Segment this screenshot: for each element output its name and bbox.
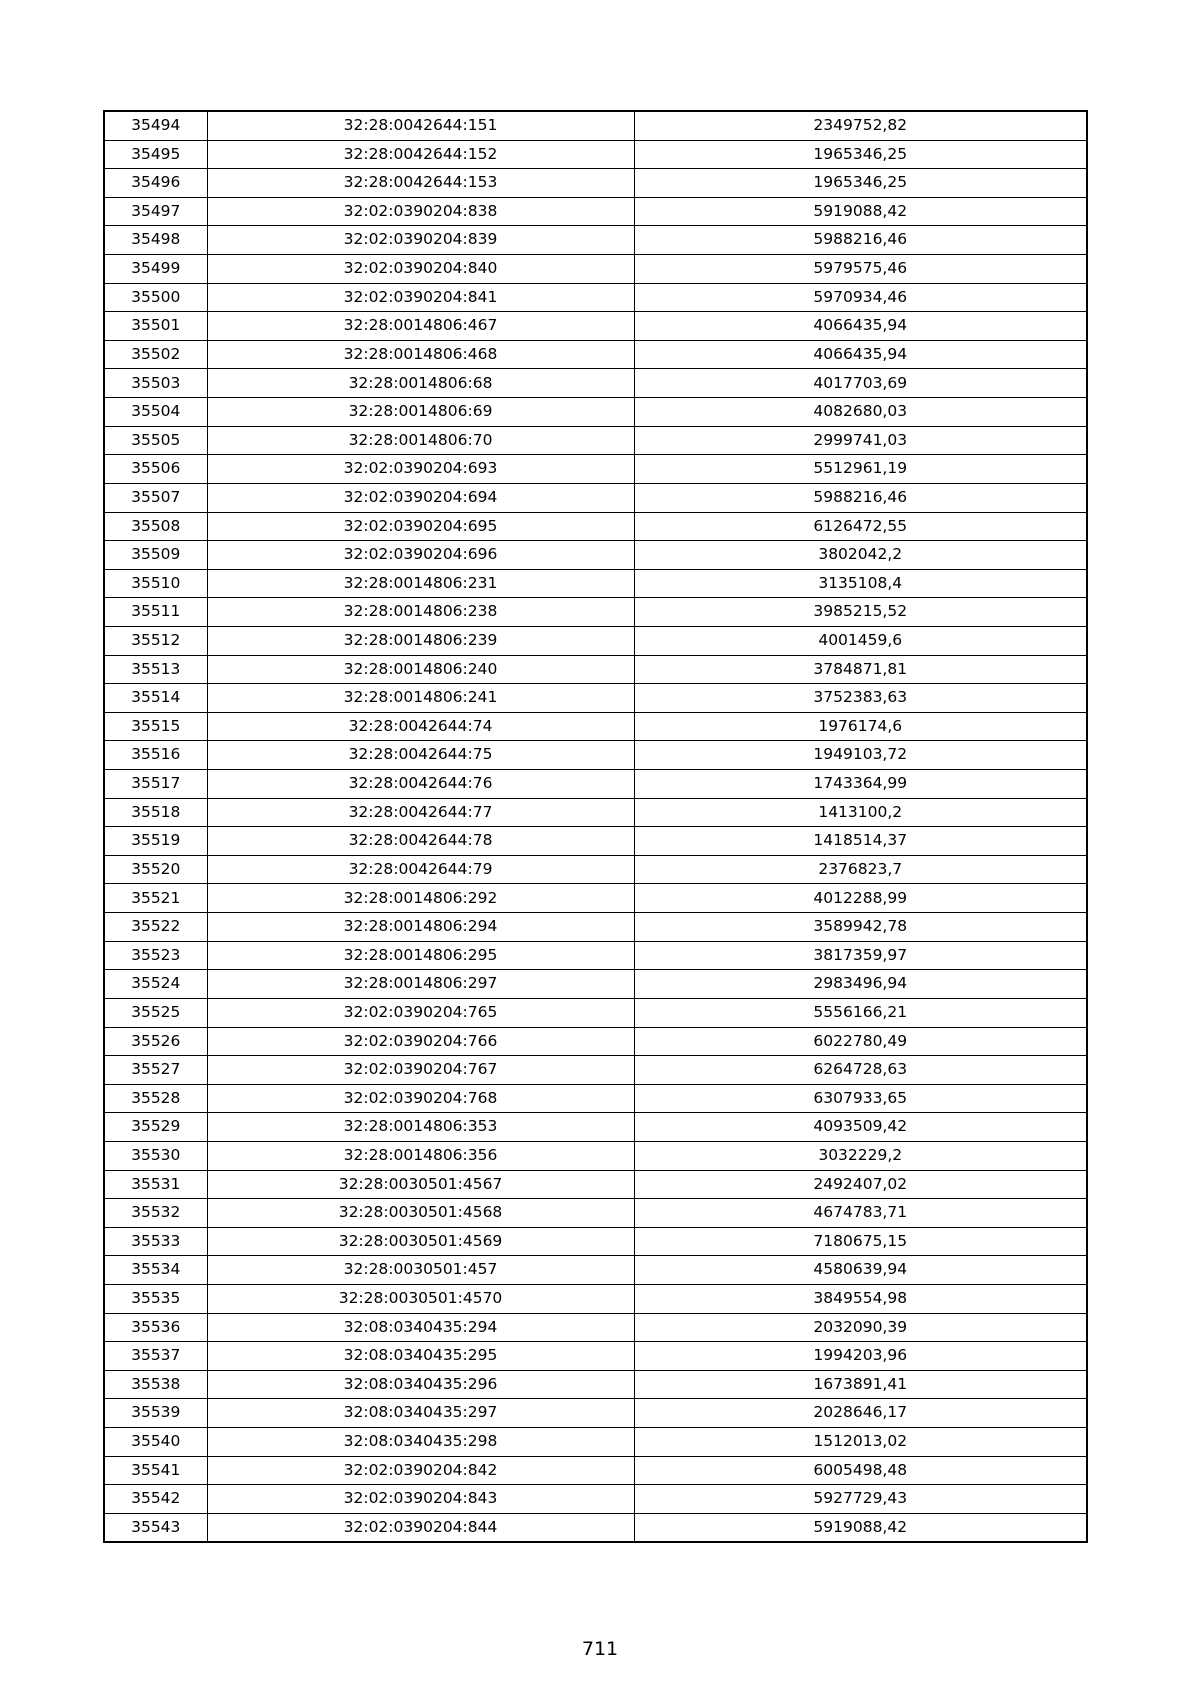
table-row: [104, 1313, 1087, 1342]
cadastral-value-cell: 4017703,69: [634, 369, 1087, 398]
cadastral-number-cell: 32:28:0014806:69: [207, 398, 634, 427]
row-number-cell: 35523: [104, 941, 207, 970]
row-number-cell: 35531: [104, 1170, 207, 1199]
table-row: [104, 283, 1087, 312]
table-row: [104, 1284, 1087, 1313]
table-row: [104, 941, 1087, 970]
cadastral-number-cell: 32:08:0340435:298: [207, 1428, 634, 1457]
cadastral-value-cell: 5919088,42: [634, 1513, 1087, 1542]
cadastral-number-cell: 32:28:0014806:292: [207, 884, 634, 913]
cadastral-value-cell: 4093509,42: [634, 1113, 1087, 1142]
row-number-cell: 35542: [104, 1485, 207, 1514]
cadastral-number-cell: 32:28:0030501:4568: [207, 1199, 634, 1228]
cadastral-value-cell: 1512013,02: [634, 1428, 1087, 1457]
row-number-cell: 35499: [104, 255, 207, 284]
cadastral-value-cell: 4066435,94: [634, 312, 1087, 341]
cadastral-number-cell: 32:02:0390204:696: [207, 541, 634, 570]
cadastral-number-cell: 32:28:0014806:297: [207, 970, 634, 999]
row-number-cell: 35534: [104, 1256, 207, 1285]
row-number-cell: 35516: [104, 741, 207, 770]
cadastral-number-cell: 32:02:0390204:766: [207, 1027, 634, 1056]
cadastral-number-cell: 32:28:0042644:76: [207, 770, 634, 799]
cadastral-value-cell: 5988216,46: [634, 483, 1087, 512]
table-row: [104, 398, 1087, 427]
row-number-cell: 35507: [104, 483, 207, 512]
row-number-cell: 35495: [104, 140, 207, 169]
cadastral-value-table: [103, 110, 1088, 1543]
cadastral-value-cell: 6005498,48: [634, 1456, 1087, 1485]
cadastral-value-cell: 4001459,6: [634, 626, 1087, 655]
table-row: [104, 226, 1087, 255]
cadastral-number-cell: 32:02:0390204:844: [207, 1513, 634, 1542]
table-row: [104, 798, 1087, 827]
table-row: [104, 111, 1087, 140]
cadastral-number-cell: 32:02:0390204:693: [207, 455, 634, 484]
cadastral-number-cell: 32:28:0014806:231: [207, 569, 634, 598]
cadastral-number-cell: 32:28:0014806:68: [207, 369, 634, 398]
cadastral-value-cell: 2349752,82: [634, 111, 1087, 140]
cadastral-number-cell: 32:02:0390204:694: [207, 483, 634, 512]
cadastral-number-cell: 32:28:0014806:295: [207, 941, 634, 970]
table-row: [104, 970, 1087, 999]
table-row: [104, 1370, 1087, 1399]
row-number-cell: 35515: [104, 712, 207, 741]
cadastral-value-cell: 1413100,2: [634, 798, 1087, 827]
cadastral-number-cell: 32:28:0014806:467: [207, 312, 634, 341]
row-number-cell: 35532: [104, 1199, 207, 1228]
cadastral-value-cell: 1965346,25: [634, 169, 1087, 198]
row-number-cell: 35526: [104, 1027, 207, 1056]
row-number-cell: 35518: [104, 798, 207, 827]
cadastral-number-cell: 32:28:0014806:356: [207, 1141, 634, 1170]
cadastral-number-cell: 32:08:0340435:295: [207, 1342, 634, 1371]
row-number-cell: 35530: [104, 1141, 207, 1170]
cadastral-number-cell: 32:28:0014806:70: [207, 426, 634, 455]
row-number-cell: 35520: [104, 855, 207, 884]
cadastral-value-cell: 4674783,71: [634, 1199, 1087, 1228]
cadastral-number-cell: 32:28:0030501:457: [207, 1256, 634, 1285]
table-row: [104, 1342, 1087, 1371]
cadastral-number-cell: 32:28:0042644:77: [207, 798, 634, 827]
row-number-cell: 35511: [104, 598, 207, 627]
table-row: [104, 255, 1087, 284]
row-number-cell: 35529: [104, 1113, 207, 1142]
row-number-cell: 35533: [104, 1227, 207, 1256]
cadastral-value-cell: 3985215,52: [634, 598, 1087, 627]
cadastral-number-cell: 32:28:0042644:78: [207, 827, 634, 856]
cadastral-value-cell: 5988216,46: [634, 226, 1087, 255]
cadastral-value-cell: 1994203,96: [634, 1342, 1087, 1371]
row-number-cell: 35512: [104, 626, 207, 655]
cadastral-number-cell: 32:28:0014806:468: [207, 340, 634, 369]
row-number-cell: 35543: [104, 1513, 207, 1542]
table-row: [104, 1084, 1087, 1113]
cadastral-number-cell: 32:28:0042644:153: [207, 169, 634, 198]
table-row: [104, 1256, 1087, 1285]
cadastral-value-cell: 3135108,4: [634, 569, 1087, 598]
cadastral-number-cell: 32:28:0014806:238: [207, 598, 634, 627]
cadastral-number-cell: 32:28:0030501:4570: [207, 1284, 634, 1313]
cadastral-value-cell: 2028646,17: [634, 1399, 1087, 1428]
table-row: [104, 1113, 1087, 1142]
row-number-cell: 35506: [104, 455, 207, 484]
table-row: [104, 1485, 1087, 1514]
table-row: [104, 827, 1087, 856]
table-row: [104, 426, 1087, 455]
cadastral-value-cell: 5919088,42: [634, 197, 1087, 226]
row-number-cell: 35519: [104, 827, 207, 856]
row-number-cell: 35513: [104, 655, 207, 684]
row-number-cell: 35503: [104, 369, 207, 398]
cadastral-number-cell: 32:02:0390204:840: [207, 255, 634, 284]
cadastral-number-cell: 32:28:0014806:294: [207, 913, 634, 942]
cadastral-value-cell: 4066435,94: [634, 340, 1087, 369]
table-row: [104, 741, 1087, 770]
table-row: [104, 1141, 1087, 1170]
table-row: [104, 684, 1087, 713]
row-number-cell: 35525: [104, 998, 207, 1027]
cadastral-value-cell: 3032229,2: [634, 1141, 1087, 1170]
cadastral-value-cell: 2376823,7: [634, 855, 1087, 884]
table-row: [104, 855, 1087, 884]
cadastral-number-cell: 32:28:0042644:75: [207, 741, 634, 770]
table-row: [104, 1513, 1087, 1542]
table-row: [104, 541, 1087, 570]
row-number-cell: 35514: [104, 684, 207, 713]
cadastral-value-cell: 5927729,43: [634, 1485, 1087, 1514]
page-number: 711: [581, 1638, 619, 1660]
cadastral-value-cell: 3802042,2: [634, 541, 1087, 570]
row-number-cell: 35498: [104, 226, 207, 255]
table-row: [104, 140, 1087, 169]
cadastral-value-cell: 3849554,98: [634, 1284, 1087, 1313]
cadastral-value-cell: 3752383,63: [634, 684, 1087, 713]
row-number-cell: 35502: [104, 340, 207, 369]
row-number-cell: 35539: [104, 1399, 207, 1428]
table-row: [104, 340, 1087, 369]
cadastral-number-cell: 32:02:0390204:768: [207, 1084, 634, 1113]
cadastral-number-cell: 32:28:0042644:151: [207, 111, 634, 140]
row-number-cell: 35528: [104, 1084, 207, 1113]
cadastral-value-cell: 6126472,55: [634, 512, 1087, 541]
cadastral-value-cell: 3589942,78: [634, 913, 1087, 942]
row-number-cell: 35536: [104, 1313, 207, 1342]
table-row: [104, 913, 1087, 942]
table-row: [104, 598, 1087, 627]
table-row: [104, 770, 1087, 799]
cadastral-number-cell: 32:28:0042644:74: [207, 712, 634, 741]
cadastral-value-cell: 3817359,97: [634, 941, 1087, 970]
table-row: [104, 1170, 1087, 1199]
cadastral-number-cell: 32:08:0340435:297: [207, 1399, 634, 1428]
cadastral-value-cell: 4082680,03: [634, 398, 1087, 427]
row-number-cell: 35497: [104, 197, 207, 226]
cadastral-value-cell: 1976174,6: [634, 712, 1087, 741]
table-row: [104, 197, 1087, 226]
table-row: [104, 998, 1087, 1027]
cadastral-number-cell: 32:02:0390204:765: [207, 998, 634, 1027]
cadastral-value-cell: 4580639,94: [634, 1256, 1087, 1285]
cadastral-value-cell: 2032090,39: [634, 1313, 1087, 1342]
cadastral-value-cell: 5556166,21: [634, 998, 1087, 1027]
cadastral-value-cell: 2983496,94: [634, 970, 1087, 999]
cadastral-number-cell: 32:28:0042644:152: [207, 140, 634, 169]
row-number-cell: 35505: [104, 426, 207, 455]
table-row: [104, 512, 1087, 541]
cadastral-value-cell: 7180675,15: [634, 1227, 1087, 1256]
cadastral-number-cell: 32:02:0390204:842: [207, 1456, 634, 1485]
cadastral-number-cell: 32:28:0014806:241: [207, 684, 634, 713]
table-row: [104, 1027, 1087, 1056]
cadastral-value-cell: 6022780,49: [634, 1027, 1087, 1056]
table-row: [104, 1199, 1087, 1228]
table-row: [104, 483, 1087, 512]
row-number-cell: 35508: [104, 512, 207, 541]
cadastral-value-cell: 1949103,72: [634, 741, 1087, 770]
row-number-cell: 35496: [104, 169, 207, 198]
row-number-cell: 35535: [104, 1284, 207, 1313]
table-row: [104, 369, 1087, 398]
cadastral-value-cell: 6307933,65: [634, 1084, 1087, 1113]
row-number-cell: 35540: [104, 1428, 207, 1457]
row-number-cell: 35537: [104, 1342, 207, 1371]
cadastral-number-cell: 32:08:0340435:294: [207, 1313, 634, 1342]
row-number-cell: 35538: [104, 1370, 207, 1399]
cadastral-value-cell: 1418514,37: [634, 827, 1087, 856]
row-number-cell: 35501: [104, 312, 207, 341]
cadastral-number-cell: 32:02:0390204:695: [207, 512, 634, 541]
cadastral-number-cell: 32:02:0390204:839: [207, 226, 634, 255]
cadastral-number-cell: 32:28:0014806:239: [207, 626, 634, 655]
row-number-cell: 35541: [104, 1456, 207, 1485]
row-number-cell: 35522: [104, 913, 207, 942]
row-number-cell: 35527: [104, 1056, 207, 1085]
table-row: [104, 455, 1087, 484]
cadastral-number-cell: 32:08:0340435:296: [207, 1370, 634, 1399]
row-number-cell: 35504: [104, 398, 207, 427]
table-row: [104, 1056, 1087, 1085]
table-row: [104, 312, 1087, 341]
cadastral-number-cell: 32:02:0390204:838: [207, 197, 634, 226]
row-number-cell: 35524: [104, 970, 207, 999]
row-number-cell: 35521: [104, 884, 207, 913]
cadastral-value-cell: 3784871,81: [634, 655, 1087, 684]
table-row: [104, 884, 1087, 913]
table-row: [104, 1227, 1087, 1256]
row-number-cell: 35500: [104, 283, 207, 312]
table-row: [104, 655, 1087, 684]
table-row: [104, 169, 1087, 198]
table-row: [104, 1399, 1087, 1428]
cadastral-value-cell: 5970934,46: [634, 283, 1087, 312]
table-body: [104, 111, 1087, 1542]
cadastral-number-cell: 32:02:0390204:767: [207, 1056, 634, 1085]
table-row: [104, 712, 1087, 741]
cadastral-number-cell: 32:28:0030501:4567: [207, 1170, 634, 1199]
table-row: [104, 626, 1087, 655]
cadastral-number-cell: 32:28:0014806:240: [207, 655, 634, 684]
cadastral-value-cell: 1965346,25: [634, 140, 1087, 169]
cadastral-number-cell: 32:28:0014806:353: [207, 1113, 634, 1142]
cadastral-number-cell: 32:02:0390204:843: [207, 1485, 634, 1514]
cadastral-value-cell: 4012288,99: [634, 884, 1087, 913]
cadastral-value-cell: 5979575,46: [634, 255, 1087, 284]
cadastral-value-cell: 2999741,03: [634, 426, 1087, 455]
cadastral-number-cell: 32:28:0030501:4569: [207, 1227, 634, 1256]
cadastral-value-cell: 1673891,41: [634, 1370, 1087, 1399]
cadastral-value-cell: 5512961,19: [634, 455, 1087, 484]
row-number-cell: 35517: [104, 770, 207, 799]
cadastral-number-cell: 32:02:0390204:841: [207, 283, 634, 312]
table-row: [104, 1428, 1087, 1457]
cadastral-number-cell: 32:28:0042644:79: [207, 855, 634, 884]
row-number-cell: 35494: [104, 111, 207, 140]
row-number-cell: 35510: [104, 569, 207, 598]
cadastral-value-cell: 6264728,63: [634, 1056, 1087, 1085]
row-number-cell: 35509: [104, 541, 207, 570]
cadastral-value-cell: 1743364,99: [634, 770, 1087, 799]
table-row: [104, 1456, 1087, 1485]
cadastral-value-cell: 2492407,02: [634, 1170, 1087, 1199]
table-row: [104, 569, 1087, 598]
